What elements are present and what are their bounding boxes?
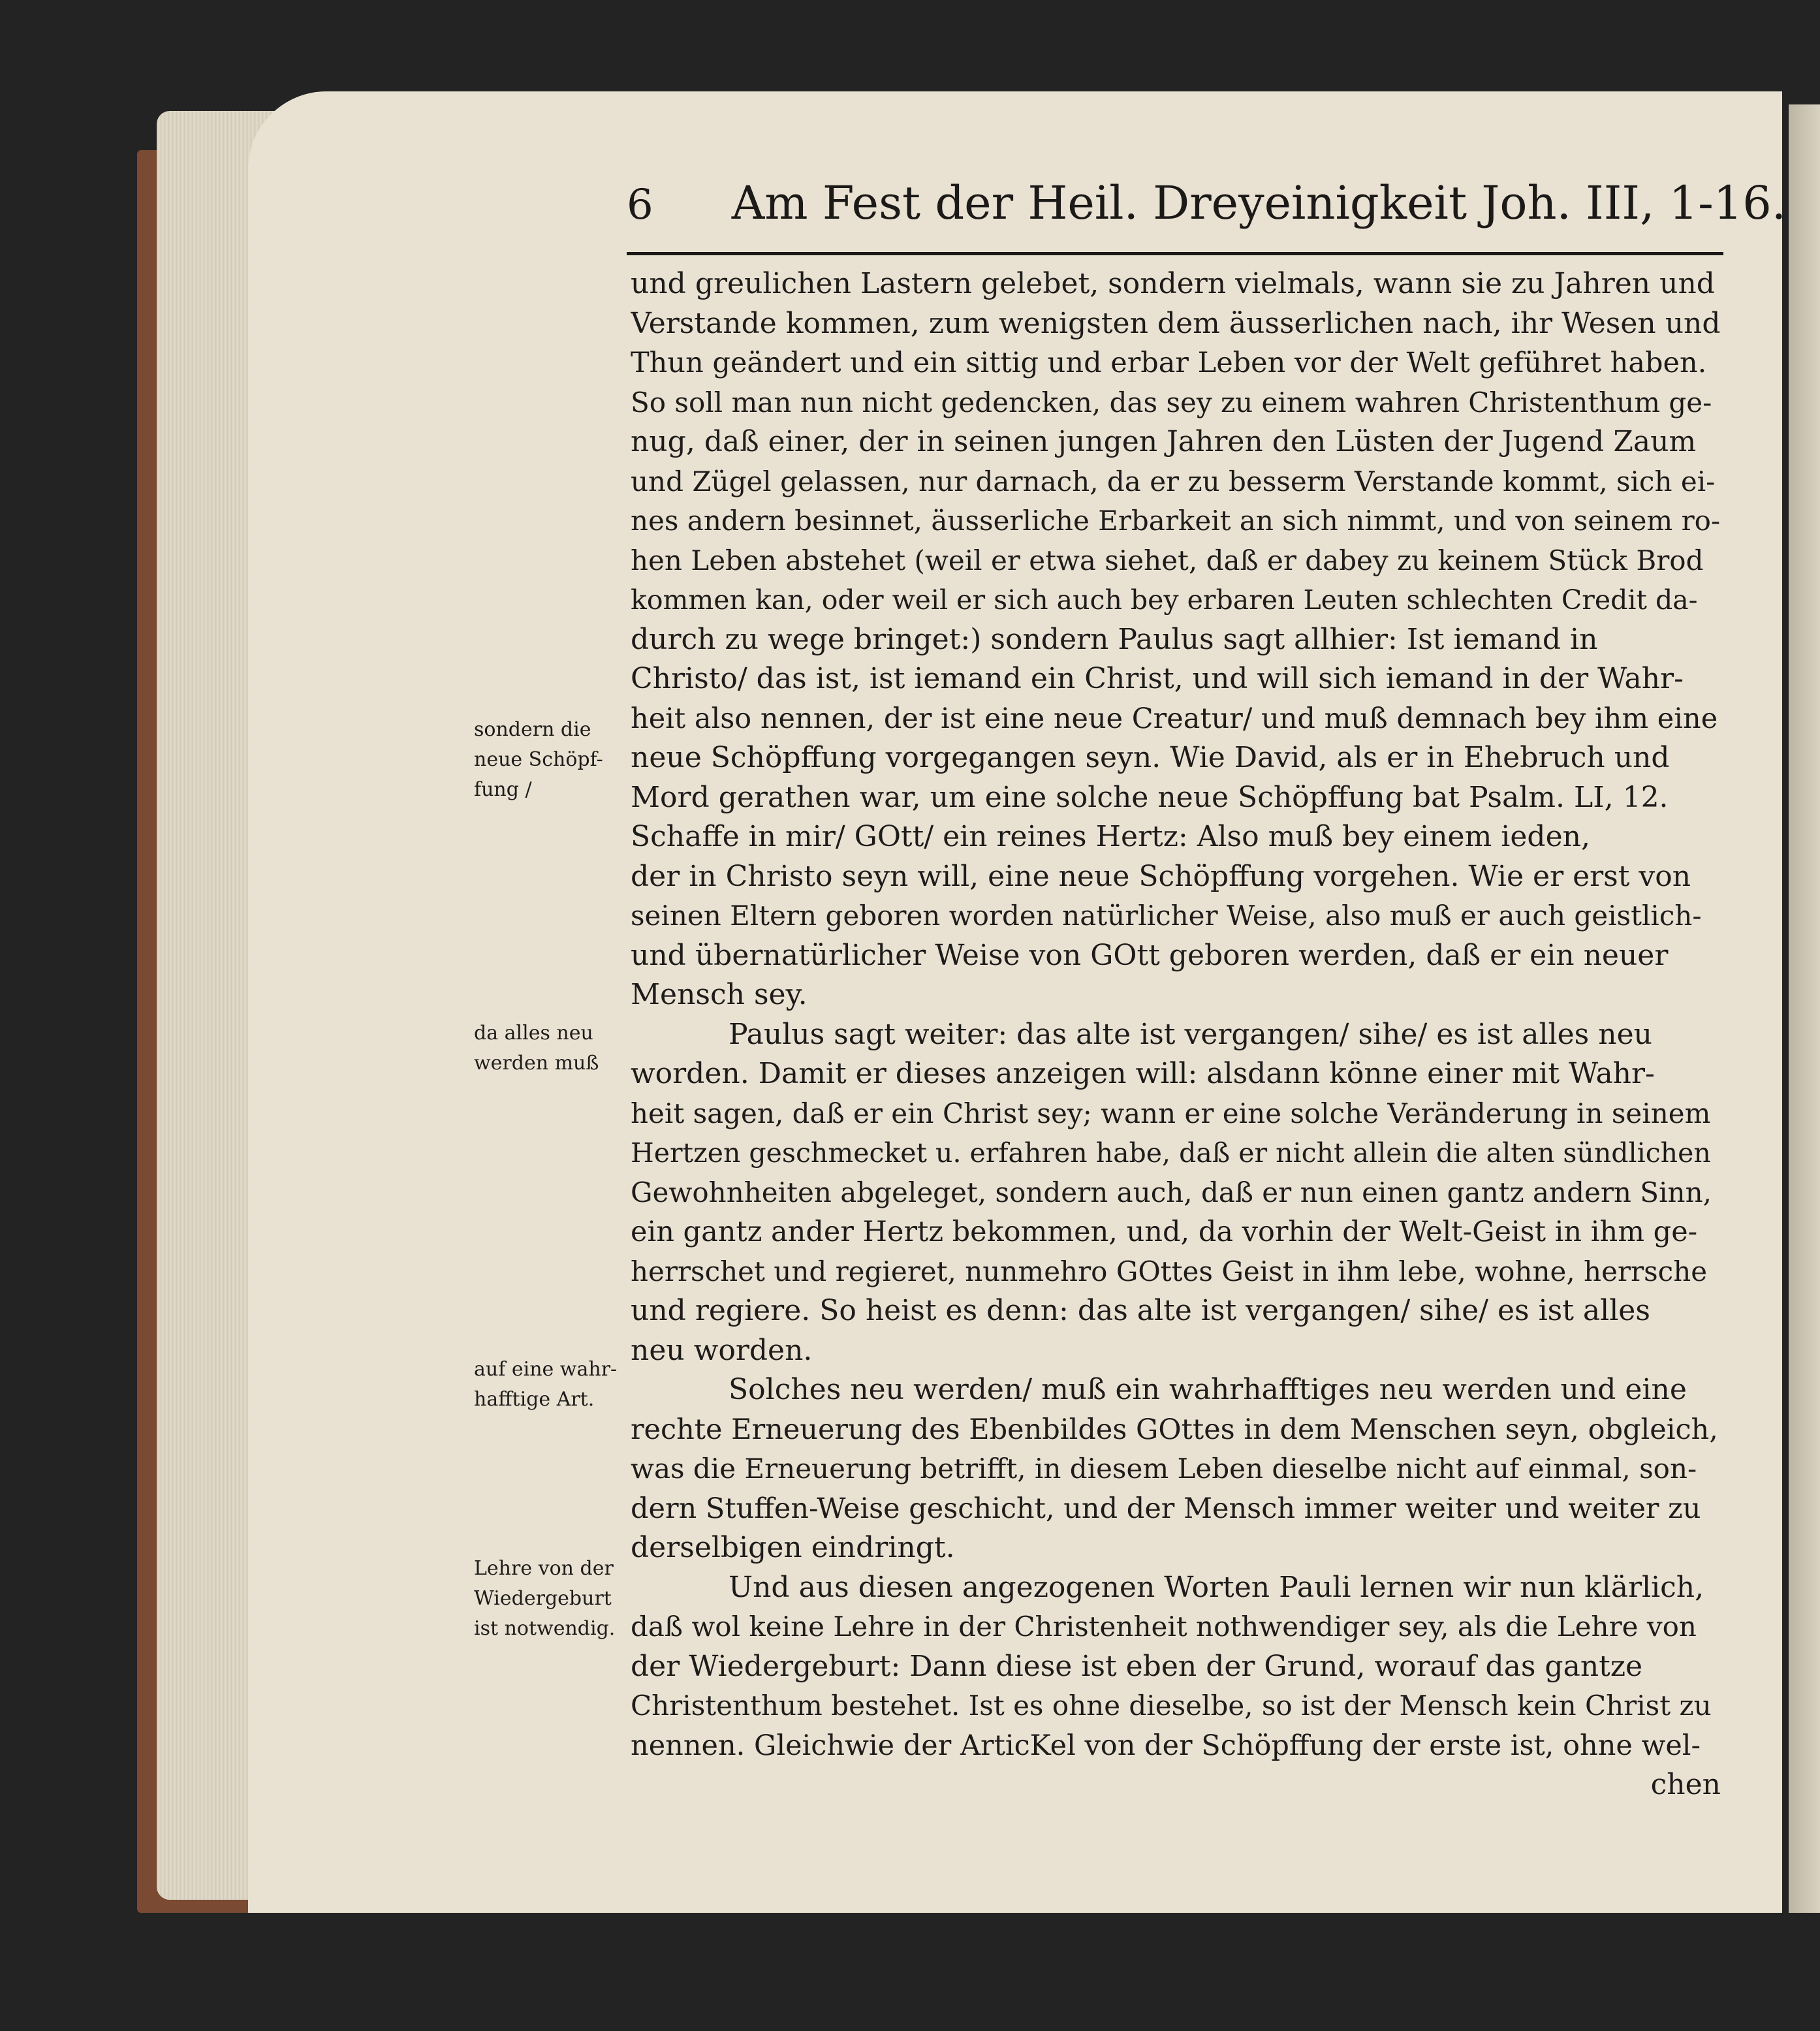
header-rule — [627, 252, 1723, 255]
text-line: Solches neu werden/ muß ein wahrhafftiges neu werden und eine — [729, 1373, 1687, 1406]
text-line: heit sagen, daß er ein Christ sey; wann er eine solche Veränderung in seinem — [631, 1097, 1711, 1129]
text-line: Verstande kommen, zum wenigsten dem äusserlichen nach, ihr Wesen und — [631, 306, 1721, 340]
margin-note — [474, 1355, 631, 1415]
margin-note — [474, 1554, 631, 1644]
text-line: Mensch sey. — [631, 978, 808, 1011]
margin-note-line: hafftige Art. — [474, 1388, 595, 1411]
text-line: was die Erneuerung betrifft, in diesem Leben dieselbe nicht auf einmal, son- — [631, 1453, 1697, 1485]
text-line: Mord gerathen war, um eine solche neue Schöpffung bat Psalm. LI, 12. — [631, 780, 1669, 814]
margin-note-line: werden muß — [474, 1052, 599, 1075]
text-line: Gewohnheiten abgeleget, sondern auch, daß er nun einen gantz andern Sinn, — [631, 1176, 1712, 1208]
text-line: chen — [1650, 1768, 1721, 1801]
text-line: dern Stuffen-Weise geschicht, und der Mensch immer weiter und weiter zu — [631, 1492, 1701, 1525]
text-line: nennen. Gleichwie der ArticKel von der Schöpffung der erste ist, ohne wel- — [631, 1729, 1701, 1762]
text-line: und regiere. So heist es denn: das alte ist vergangen/ sihe/ es ist alles — [631, 1294, 1650, 1327]
text-line: neu worden. — [631, 1333, 813, 1367]
text-line: Christenthum bestehet. Ist es ohne dieselbe, so ist der Mensch kein Christ zu — [631, 1690, 1712, 1722]
page-title: Am Fest der Heil. Dreyeinigkeit Joh. III, 1-16. — [731, 176, 1787, 230]
text-line: Thun geändert und ein sittig und erbar Leben vor der Welt geführet haben. — [631, 347, 1707, 379]
text-line: Hertzen geschmecket u. erfahren habe, daß er nicht allein die alten sündlichen — [631, 1137, 1711, 1169]
margin-note-line: neue Schöpf- — [474, 748, 603, 771]
text-line: daß wol keine Lehre in der Christenheit nothwendiger sey, als die Lehre von — [631, 1611, 1697, 1643]
text-line: hen Leben abstehet (weil er etwa siehet, daß er dabey zu keinem Stück Brod — [631, 544, 1704, 576]
text-line: der in Christo seyn will, eine neue Schöpffung vorgehen. Wie er erst von — [631, 859, 1691, 893]
margin-note — [474, 715, 631, 805]
margin-note-line: Wiedergeburt — [474, 1587, 612, 1610]
margin-note-line: fung / — [474, 778, 532, 801]
margin-note-line: sondern die — [474, 718, 591, 741]
margin-note-line: Lehre von der — [474, 1557, 614, 1580]
text-line: rechte Erneuerung des Ebenbildes GOttes in dem Menschen seyn, obgleich, — [631, 1413, 1718, 1446]
body-text — [631, 264, 1721, 1805]
text-line: nug, daß einer, der in seinen jungen Jahren den Lüsten der Jugend Zaum — [631, 425, 1697, 458]
margin-note-line: da alles neu — [474, 1022, 593, 1045]
text-line: derselbigen eindringt. — [631, 1531, 955, 1564]
facing-page-edge — [1789, 104, 1820, 1913]
text-line: kommen kan, oder weil er sich auch bey erbaren Leuten schlechten Credit da- — [631, 584, 1698, 616]
text-line: seinen Eltern geboren worden natürlicher Weise, also muß er auch geistlich- — [631, 900, 1702, 932]
text-line: durch zu wege bringet:) sondern Paulus sagt allhier: Ist iemand in — [631, 622, 1598, 656]
text-line: nes andern besinnet, äusserliche Erbarkeit an sich nimmt, und von seinem ro- — [631, 505, 1721, 537]
text-line: heit also nennen, der ist eine neue Creatur/ und muß demnach bey ihm eine — [631, 702, 1718, 735]
text-line: worden. Damit er dieses anzeigen will: alsdann könne einer mit Wahr- — [631, 1057, 1655, 1090]
text-line: und greulichen Lastern gelebet, sondern vielmals, wann sie zu Jahren und — [631, 267, 1715, 300]
text-line: und übernatürlicher Weise von GOtt geboren werden, daß er ein neuer — [631, 938, 1669, 972]
running-head — [627, 176, 1787, 242]
text-line: der Wiedergeburt: Dann diese ist eben der Grund, worauf das gantze — [631, 1649, 1643, 1683]
margin-note-line: auf eine wahr- — [474, 1358, 618, 1381]
text-line: Paulus sagt weiter: das alte ist vergangen/ sihe/ es ist alles neu — [729, 1017, 1652, 1051]
text-line: und Zügel gelassen, nur darnach, da er zu besserm Verstande kommt, sich ei- — [631, 465, 1716, 497]
margin-note-line: ist notwendig. — [474, 1617, 616, 1640]
text-line: neue Schöpffung vorgegangen seyn. Wie David, als er in Ehebruch und — [631, 741, 1670, 774]
page-number: 6 — [627, 181, 653, 229]
text-line: So soll man nun nicht gedencken, das sey zu einem wahren Christenthum ge- — [631, 386, 1712, 418]
text-line: ein gantz ander Hertz bekommen, und, da vorhin der Welt-Geist in ihm ge- — [631, 1216, 1698, 1248]
text-line: Schaffe in mir/ GOtt/ ein reines Hertz: Also muß bey einem ieden, — [631, 820, 1590, 853]
text-line: Und aus diesen angezogenen Worten Pauli lernen wir nun klärlich, — [729, 1570, 1704, 1604]
text-line: herrschet und regieret, nunmehro GOttes Geist in ihm lebe, wohne, herrsche — [631, 1255, 1708, 1287]
text-line: Christo/ das ist, ist iemand ein Christ, und will sich iemand in der Wahr- — [631, 662, 1684, 695]
margin-note — [474, 1018, 631, 1078]
